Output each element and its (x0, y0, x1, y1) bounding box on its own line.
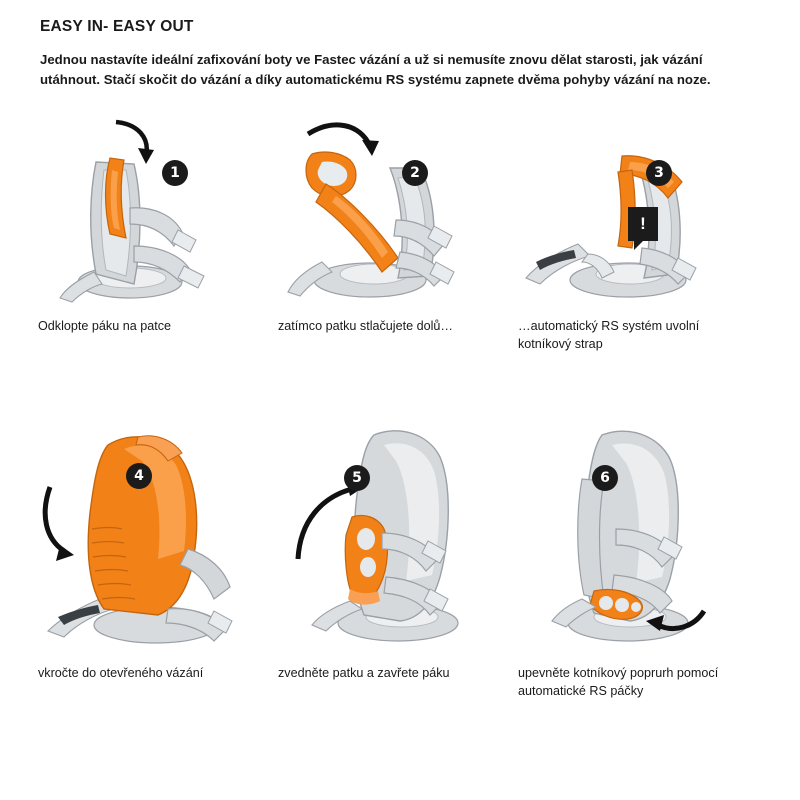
step-cell-4 (38, 409, 278, 704)
step-caption-3: …automatický RS systém uvolní kotníkový strap (518, 318, 700, 351)
step-caption-5: zvedněte patku a zavřete páku (278, 665, 450, 680)
step-figure-2 (278, 112, 518, 317)
rs-lever-hole-3 (631, 602, 641, 612)
page-title: EASY IN- EASY OUT (40, 18, 194, 35)
arrow-path (298, 489, 352, 559)
steps-row-1 (38, 112, 760, 357)
step-caption-1: Odklopte páku na patce (38, 318, 172, 333)
step-figure-1 (38, 112, 278, 317)
rs-lever-hole-2 (615, 598, 629, 612)
binding-illustration-4 (38, 409, 278, 664)
binding-illustration-6 (518, 409, 758, 664)
step-badge-5: 5 (344, 465, 370, 491)
step-figure-3 (518, 112, 758, 317)
steps-grid (38, 112, 760, 704)
binding-illustration-2 (278, 112, 508, 317)
step-caption-6: upevněte kotníkový poprurh pomocí automatické RS páčky (518, 665, 719, 698)
warning-callout: ! (628, 207, 658, 241)
step-badge-1: 1 (162, 160, 188, 186)
intro-paragraph: Jednou nastavíte ideální zafixování boty ve Fastec vázání a už si nemusíte znovu dělat starosti, jak vázání utáhnout. Stačí skočit do vázání a díky automatickému RS systému zapnete dvěma pohyby vázání na noze. (40, 52, 711, 87)
arrow-head (362, 140, 379, 156)
step-caption-4: vkročte do otevřeného vázání (38, 665, 204, 680)
arrow-head (138, 148, 154, 164)
step-figure-5 (278, 409, 518, 664)
step-caption-2: zatímco patku stlačujete dolů… (278, 318, 454, 333)
step-badge-4: 4 (126, 463, 152, 489)
steps-row-2 (38, 409, 760, 704)
arrow-path (45, 487, 64, 551)
step-badge-2: 2 (402, 160, 428, 186)
step-figure-4 (38, 409, 278, 664)
step-cell-3 (518, 112, 758, 357)
step-cell-2 (278, 112, 518, 357)
step-cell-5 (278, 409, 518, 704)
highback (578, 479, 604, 599)
step-cell-6 (518, 409, 758, 704)
heel-cup-orange (316, 184, 398, 272)
step-badge-3: 3 (646, 160, 672, 186)
lever-hole-1 (357, 528, 375, 550)
lever-hole-2 (360, 557, 376, 577)
binding-illustration-5 (278, 409, 518, 664)
binding-illustration-1 (38, 112, 268, 317)
step-figure-6 (518, 409, 758, 664)
step-badge-6: 6 (592, 465, 618, 491)
step-cell-1 (38, 112, 278, 357)
arrow-path (308, 125, 370, 146)
rs-lever-hole-1 (599, 596, 613, 610)
heel-cup-highlight (332, 196, 388, 258)
